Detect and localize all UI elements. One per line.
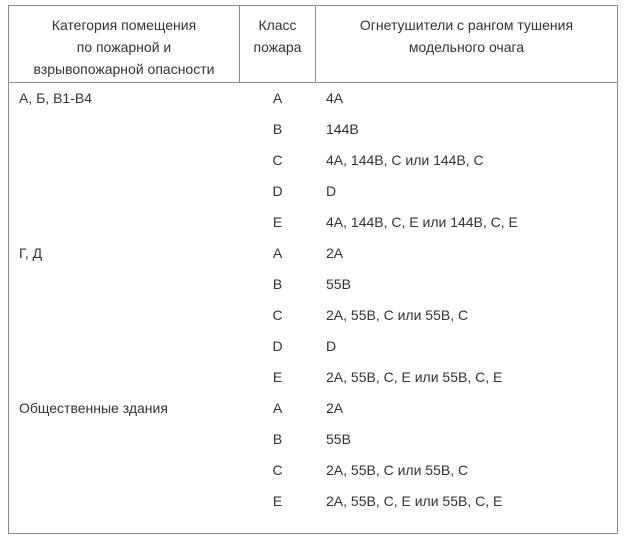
extinguisher-table: [8, 5, 618, 534]
header-category-label: Категория помещения по пожарной и взрывопожарной опасности: [33, 17, 215, 77]
cell-fire-class: E: [272, 214, 283, 230]
cell-fire-class: E: [272, 493, 283, 509]
table-row: [9, 362, 617, 393]
header-extinguishers-label: Огнетушители с рангом тушения модельного очага: [359, 17, 574, 55]
table-row: [9, 486, 617, 517]
table-row: [9, 83, 617, 114]
cell-fire-class: C: [272, 152, 283, 168]
cell-extinguishers: 2А, 55В, С, Е или 55В, С, Е: [326, 493, 503, 509]
cell-fire-class: B: [272, 121, 283, 137]
table-row: [9, 238, 617, 269]
cell-extinguishers: 55В: [326, 431, 351, 447]
cell-extinguishers: 2А: [326, 245, 344, 261]
cell-extinguishers: 55В: [326, 276, 351, 292]
cell-fire-class: A: [272, 400, 283, 416]
cell-fire-class: C: [272, 307, 283, 323]
cell-fire-class: C: [272, 462, 283, 478]
table-header: [9, 6, 617, 83]
cell-category: Общественные здания: [19, 400, 168, 416]
cell-category: Г, Д: [19, 245, 43, 261]
table-row: [9, 114, 617, 145]
header-fire-class: [239, 6, 316, 82]
header-category: [9, 6, 239, 82]
table-row: [9, 269, 617, 300]
cell-extinguishers: 4А, 144В, С или 144В, С: [326, 152, 484, 168]
table-row: [9, 145, 617, 176]
cell-extinguishers: 4А: [326, 90, 344, 106]
cell-extinguishers: D: [326, 338, 337, 354]
cell-fire-class: A: [272, 90, 283, 106]
cell-extinguishers: 4А, 144В, С, Е или 144В, С, Е: [326, 214, 518, 230]
table-row: [9, 176, 617, 207]
cell-extinguishers: 2А, 55В, С или 55В, С: [326, 462, 469, 478]
cell-fire-class: B: [272, 431, 283, 447]
table-row: [9, 331, 617, 362]
cell-extinguishers: 2А, 55В, С или 55В, С: [326, 307, 469, 323]
table-row: [9, 424, 617, 455]
table-row: [9, 300, 617, 331]
table-row: [9, 207, 617, 238]
header-fire-class-label: Класс пожара: [253, 17, 302, 55]
cell-extinguishers: 2А, 55В, С, Е или 55В, С, Е: [326, 369, 503, 385]
cell-extinguishers: 2А: [326, 400, 344, 416]
cell-fire-class: A: [272, 245, 283, 261]
cell-fire-class: B: [272, 276, 283, 292]
cell-fire-class: D: [272, 183, 283, 199]
table-row: [9, 393, 617, 424]
header-extinguishers: [316, 6, 617, 82]
cell-fire-class: E: [272, 369, 283, 385]
cell-category: А, Б, В1-В4: [19, 90, 92, 106]
cell-fire-class: D: [272, 338, 283, 354]
cell-extinguishers: 144В: [326, 121, 359, 137]
table-row: [9, 455, 617, 486]
cell-extinguishers: D: [326, 183, 337, 199]
